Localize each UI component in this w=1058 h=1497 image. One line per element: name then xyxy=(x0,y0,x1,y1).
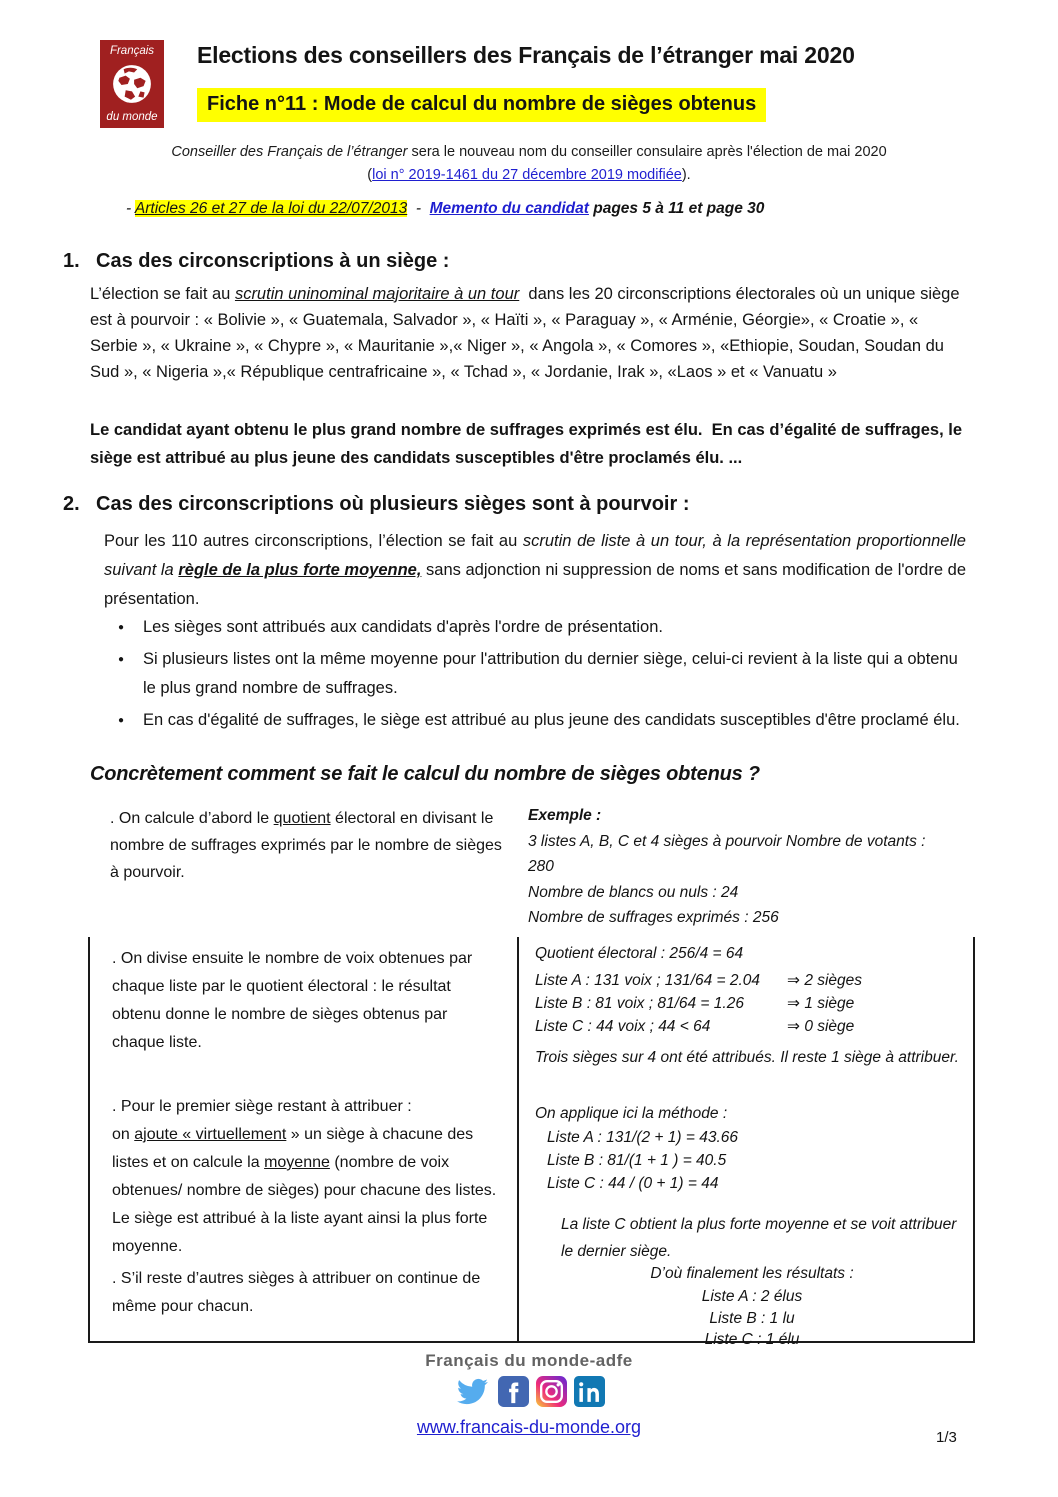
paren-close: ). xyxy=(681,167,691,183)
liste-a-row xyxy=(535,970,969,992)
step1-seg3: électoral en divisant le nombre de suffrages exprimés par le nombre de sièges à pourvoir. xyxy=(110,810,507,881)
linkedin-icon[interactable] xyxy=(574,1376,605,1407)
articles-link[interactable]: Articles 26 et 27 de la loi du 22/07/2013 xyxy=(134,200,408,217)
memento-link[interactable]: Memento du candidat xyxy=(429,200,589,217)
step4-text: . S’il reste d’autres sièges à attribuer on continue de même pour chacun. xyxy=(112,1270,485,1315)
footer-org-name: Français du monde-adfe xyxy=(425,1351,633,1370)
example-line: Nombre de blancs ou nuls : 24 xyxy=(528,883,739,901)
result-line: Liste B : 1 lu xyxy=(709,1310,795,1327)
facebook-icon[interactable] xyxy=(498,1376,529,1407)
section2-title: Cas des circonscriptions où plusieurs sièges sont à pourvoir : xyxy=(96,493,690,515)
liste-c-row xyxy=(535,1016,969,1038)
section1-heading xyxy=(63,250,449,273)
bullet-item: ● Si plusieurs listes ont la même moyenne pour l'attribution du dernier siège, celui-ci revient à la liste qui a obtenu le plus grand nombre de suffrages. xyxy=(116,645,968,703)
logo-text-top: Français xyxy=(109,45,155,57)
question-heading: Concrètement comment se fait le calcul du nombre de sièges obtenus ? xyxy=(90,763,760,785)
section2-number: 2. xyxy=(63,493,80,515)
liste-c-result: 0 siège xyxy=(800,1018,855,1035)
method-line: Liste B : 81/(1 + 1 ) = 40.5 xyxy=(547,1152,727,1169)
s1-seg1: L’élection se fait au xyxy=(90,285,235,303)
globe-icon xyxy=(111,63,153,105)
arrow-icon: ⇒ xyxy=(787,972,800,989)
arrow-icon: ⇒ xyxy=(787,1018,800,1035)
s1-scrutin-term: scrutin uninominal majoritaire à un tour xyxy=(234,285,520,303)
page-number: 1/3 xyxy=(936,1429,957,1446)
footer-website xyxy=(0,1417,1058,1438)
arrow-icon: ⇒ xyxy=(787,995,800,1012)
section2-bullet-list xyxy=(116,613,968,738)
section1-paragraph xyxy=(90,281,968,385)
quotient-line: Quotient électoral : 256/4 = 64 xyxy=(535,945,744,962)
liste-b-row xyxy=(535,993,969,1015)
francais-du-monde-logo xyxy=(100,40,164,128)
result-line: Liste A : 2 élus xyxy=(701,1288,803,1305)
example-column xyxy=(521,937,977,1348)
step3-text xyxy=(112,1093,512,1261)
example-line: 280 xyxy=(528,858,554,875)
example-line: Nombre de suffrages exprimés : 256 xyxy=(528,909,779,926)
section2-heading xyxy=(63,493,690,516)
method-intro: On applique ici la méthode : xyxy=(535,1105,728,1122)
step2-text: . On divise ensuite le nombre de voix obtenues par chaque liste par le quotient électoral : le résultat obtenu donne le nombre de sièges obtenus par chaque liste. xyxy=(112,950,477,1051)
instagram-icon[interactable] xyxy=(536,1376,567,1407)
intro-rest: sera le nouveau nom du conseiller consulaire après l'élection de mai 2020 xyxy=(407,144,887,160)
logo-text-bottom: du monde xyxy=(106,111,158,123)
refs-dash1: - xyxy=(126,200,135,217)
calculation-table xyxy=(88,937,975,1348)
website-link[interactable]: www.francais-du-monde.org xyxy=(416,1417,642,1437)
twitter-icon[interactable] xyxy=(454,1376,491,1407)
refs-dash2: - xyxy=(407,200,430,217)
page-title: Elections des conseillers des Français de l’étranger mai 2020 xyxy=(197,42,855,68)
s2-seg1: Pour les 110 autres circonscriptions, l’élection se fait au xyxy=(104,532,523,550)
step1-seg1: . On calcule d’abord le xyxy=(110,810,274,827)
step3-seg1: on xyxy=(112,1126,135,1143)
step3-seg5: (nombre de voix obtenues/ nombre de sièges) pour chacune des listes. Le siège est attribué à la liste ayant ainsi la plus forte moyenne. xyxy=(112,1154,501,1255)
bullet-item: ● En cas d'égalité de suffrages, le siège est attribué au plus jeune des candidats susceptibles d'être proclamé élu. xyxy=(116,706,968,735)
liste-b-calc: Liste B : 81 voix ; 81/64 = 1.26 xyxy=(535,995,744,1012)
note-plus-forte-moyenne: La liste C obtient la plus forte moyenne et se voit attribuer le dernier siège. xyxy=(561,1216,961,1260)
s1-seg3: dans les 20 circonscriptions électorales où un unique siège est à pourvoir : « Bolivie », « Guatemala, Salvador », « Haïti », « Paraguay », « Arménie, Géorgie», « Croatie », « Serbie », « Ukraine », « Chypre », « Mauritanie »,« Niger », « Angola », « Comores », «Ethiopie, Soudan, Soudan du Sud », « Nigeria »,« République centrafricaine », « Tchad », « Jordanie, Irak », «Laos » et « Vanuatu » xyxy=(90,285,965,381)
example-label: Exemple : xyxy=(528,807,602,824)
intro-paragraph xyxy=(0,141,1058,187)
bullet-item: ● Les sièges sont attribués aux candidats d'après l'ordre de présentation. xyxy=(116,613,968,642)
references-line xyxy=(126,200,764,218)
note-sieges-attribues: Trois sièges sur 4 ont été attribués. Il reste 1 siège à attribuer. xyxy=(535,1049,959,1066)
section1-bold-paragraph: Le candidat ayant obtenu le plus grand nombre de suffrages exprimés est élu. En cas d’égalité de suffrages, le siège est attribué au plus jeune des candidats susceptibles d'être proclamés élu. ... xyxy=(90,421,967,467)
section1-number: 1. xyxy=(63,250,80,272)
example-block xyxy=(528,803,966,931)
step1-quotient-term: quotient xyxy=(273,810,331,827)
result-line: Liste C : 1 élu xyxy=(704,1331,800,1348)
method-column xyxy=(90,937,519,1341)
liste-c-calc: Liste C : 44 voix ; 44 < 64 xyxy=(535,1018,711,1035)
method-line: Liste C : 44 / (0 + 1) = 44 xyxy=(547,1175,719,1192)
step3-seg3: » un siège à chacune des listes et on calcule la xyxy=(112,1126,478,1171)
refs-pages: pages 5 à 11 et page 30 xyxy=(588,200,765,217)
fiche-subtitle: Fiche n°11 : Mode de calcul du nombre de sièges obtenus xyxy=(197,88,766,122)
step3-moyenne-term: moyenne xyxy=(264,1154,330,1171)
s2-regle-term: règle de la plus forte moyenne, xyxy=(178,561,422,579)
step3-line1: . Pour le premier siège restant à attribuer : xyxy=(112,1098,412,1115)
intro-italic-term: Conseiller des Français de l’étranger xyxy=(171,144,408,160)
s2-seg4: sans adjonction ni suppression de noms et sans modification de l'ordre de présentation. xyxy=(104,561,971,608)
calc-step1-text xyxy=(110,805,510,886)
section1-title: Cas des circonscriptions à un siège : xyxy=(96,250,450,272)
law-link[interactable]: loi n° 2019-1461 du 27 décembre 2019 modifiée xyxy=(372,167,682,183)
liste-a-calc: Liste A : 131 voix ; 131/64 = 2.04 xyxy=(535,972,761,989)
social-icons-row xyxy=(0,1376,1058,1407)
step3-virtuellement-term: ajoute « virtuellement xyxy=(134,1126,287,1143)
results-intro: D’où finalement les résultats : xyxy=(650,1265,854,1282)
example-line: 3 listes A, B, C et 4 sièges à pourvoir Nombre de votants : xyxy=(528,832,926,850)
liste-a-result: 2 sièges xyxy=(800,972,863,989)
liste-b-result: 1 siège xyxy=(800,995,855,1012)
method-line: Liste A : 131/(2 + 1) = 43.66 xyxy=(547,1129,739,1146)
paren-open: ( xyxy=(367,167,373,183)
section2-paragraph xyxy=(104,527,971,614)
s2-scrutin-term: scrutin de liste à un tour, à la représentation proportionnelle suivant la xyxy=(104,532,971,579)
